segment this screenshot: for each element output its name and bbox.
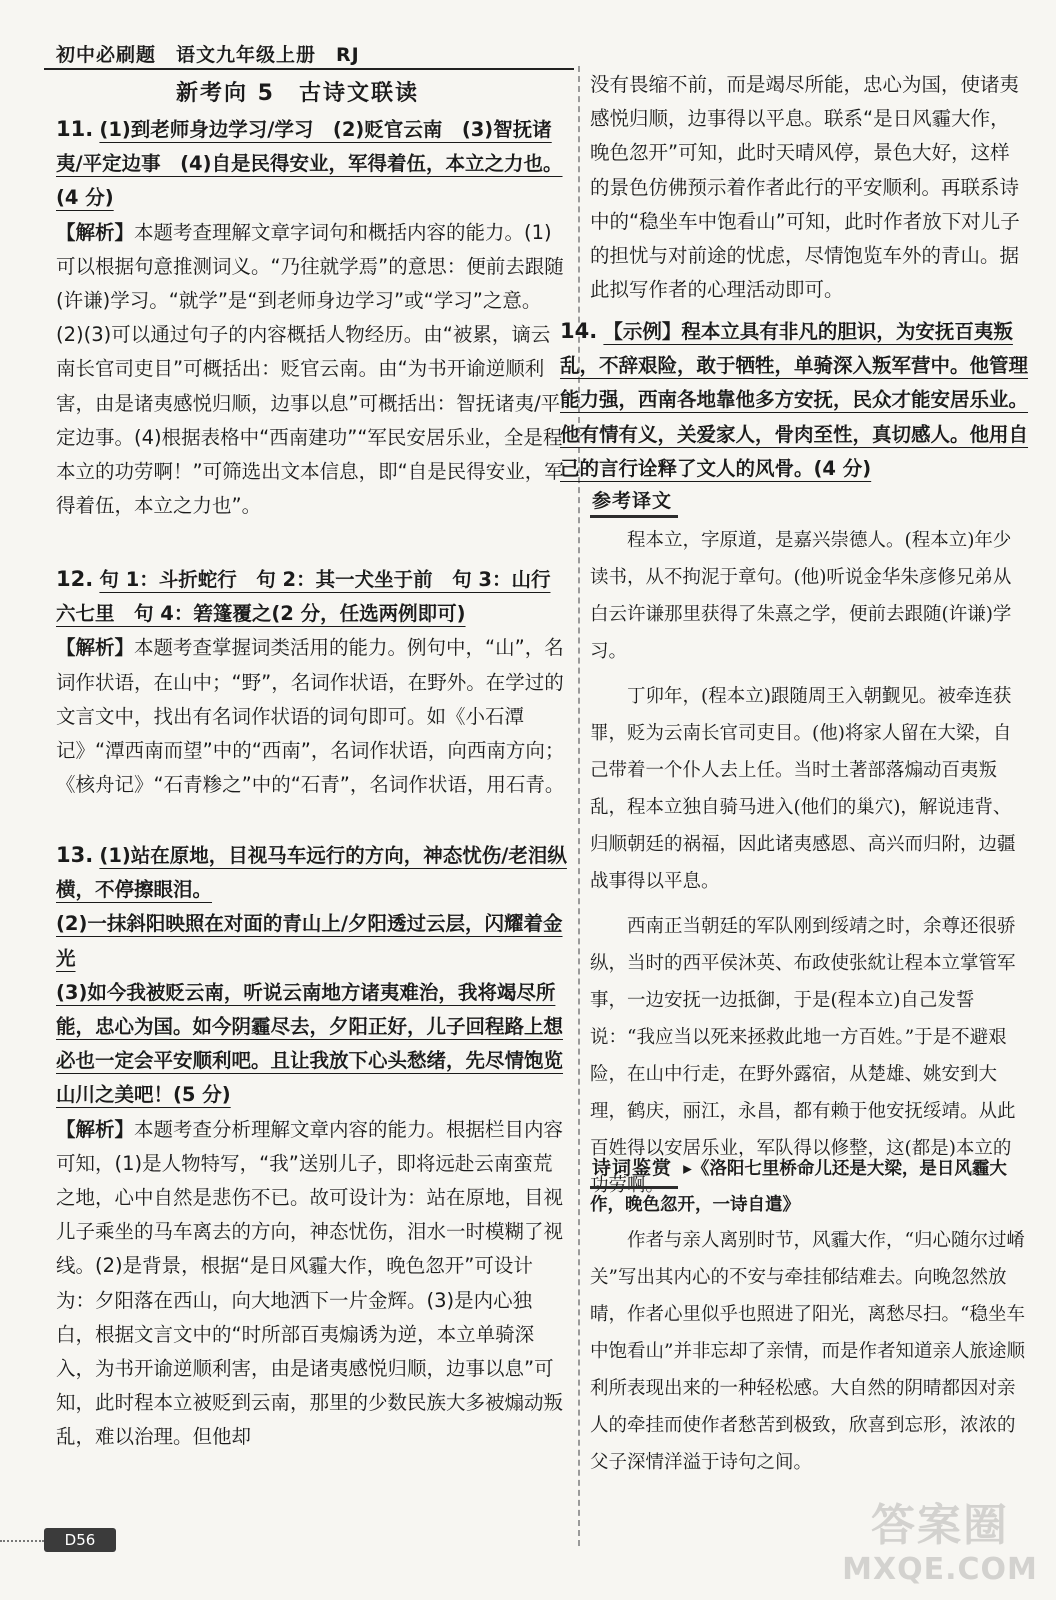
q13-analysis-continued: 没有畏缩不前，而是竭尽所能，忠心为国，使诸夷感悦归顺，边事得以平息。联系“是日风霾大作，晚色忽开”可知，此时天晴风停，景色大好，这样的景色仿佛预示着作者此行的平安顺利。再联系诗中的“稳坐车中饱看山”可知，此时作者放下对儿子的担忧与对前途的忧虑，尽情饱览车外的青山。据此拟写作者的心理活动即可。 (590, 73, 1020, 302)
q13-answer-2: (2)一抹斜阳映照在对面的青山上/夕阳透过云层，闪耀着金光 (56, 912, 563, 970)
poem-label: 诗词鉴赏 (590, 1152, 678, 1189)
q13-analysis-tag: 【解析】 (56, 1117, 135, 1141)
translation-paragraph-1: 程本立，字原道，是嘉兴崇德人。(程本立)年少读书，从不拘泥于章句。(他)听说金华朱彦修兄弟从白云许谦那里获得了朱熹之学，便前去跟随(许谦)学习。 (590, 530, 1012, 662)
poem-appreciation (590, 1222, 1028, 1481)
q13-analysis: 本题考查分析理解文章内容的能力。根据栏目内容可知，(1)是人物特写，“我”送别儿子，即将远赴云南蛮荒之地，心中自然是悲伤不已。故可设计为：站在原地，目视儿子乘坐的马车离去的方向，神态忧伤，泪水一时模糊了视线。(2)是背景，根据“是日风霾大作，晚色忽开”可设计为：夕阳落在西山，向大地洒下一片金辉。(3)是内心独白，根据文言文中的“时所部百夷煽诱为逆，本立单骑深入，为书开谕逆顺利害，由是诸夷感悦归顺，边事以息”可知，此时程本立被贬到云南，那里的少数民族大多被煽动叛乱，难以治理。但他却 (56, 1117, 564, 1449)
translation-paragraph-2: 丁卯年，(程本立)跟随周王入朝觐见。被牵连获罪，贬为云南长官司吏目。(他)将家人留在大梁，自己带着一个仆人去上任。当时土著部落煽动百夷叛乱，程本立独自骑马进入(他们的巢穴)，解说违背、归顺朝廷的祸福，因此诸夷感恩、高兴而归附，边疆战事得以平息。 (590, 686, 1016, 892)
q14-number: 14. (560, 319, 598, 343)
question-11 (56, 112, 568, 523)
book-header: 初中必刷题 语文九年级上册 RJ (56, 44, 360, 66)
translation-label-text: 参考译文 (590, 486, 678, 518)
q13-answer-3: (3)如今我被贬云南，听说云南地方诸夷难治，我将竭尽所能，忠心为国。如今阴霾尽去，夕阳正好，儿子回程路上想必也一定会平安顺利吧。且让我放下心头愁绪，先尽情饱览山川之美吧！(5 分) (56, 980, 564, 1107)
header-rule (44, 68, 574, 70)
watermark-line-2: MXQE.COM (842, 1552, 1038, 1587)
page-number: D56 (44, 1528, 116, 1552)
column-divider (578, 66, 580, 1546)
poem-appreciation-text: 作者与亲人离别时节，风霾大作，“归心随尔过崤关”写出其内心的不安与牵挂郁结难去。向晚忽然放晴，作者心里似乎也照进了阳光，离愁尽扫。“稳坐车中饱看山”并非忘却了亲情，而是作者知道亲人旅途顺利所表现出来的一种轻松感。大自然的阴晴都因对亲人的牵挂而使作者愁苦到极致，欣喜到忘形，浓浓的父子深情洋溢于诗句之间。 (590, 1230, 1025, 1473)
question-14 (560, 314, 1028, 486)
q11-answer: (1)到老师身边学习/学习 (2)贬官云南 (3)智抚诸夷/平定边事 (4)自是民得安业，军得着伍，本立之力也。(4 分) (56, 118, 563, 210)
question-13-continued (590, 68, 1028, 307)
question-12 (56, 562, 568, 802)
q11-number: 11. (56, 117, 94, 141)
q12-answer: 句 1：斗折蛇行 句 2：其一犬坐于前 句 3：山行六七里 句 4：箬篷覆之(2 分，任选两例即可) (56, 568, 551, 626)
q13-answer-1: (1)站在原地，目视马车远行的方向，神态忧伤/老泪纵横，不停擦眼泪。 (56, 844, 567, 902)
poem-arrow-icon: ▸ (683, 1159, 692, 1179)
translation-label (590, 486, 678, 518)
q13-number: 13. (56, 843, 94, 867)
q11-analysis-tag: 【解析】 (56, 220, 135, 244)
q11-analysis: 本题考查理解文章字词句和概括内容的能力。(1)可以根据句意推测词义。“乃往就学焉”的意思：便前去跟随(许谦)学习。“就学”是“到老师身边学习”或“学习”之意。(2)(3)可以通过句子的内容概括人物经历。由“被累，谪云南长官司吏目”可概括出：贬官云南。由“为书开谕逆顺利害，由是诸夷感悦归顺，边事以息”可概括出：智抚诸夷/平定边事。(4)根据表格中“西南建功”“军民安居乐业，全是程本立的功劳啊！”可筛选出文本信息，即“自是民得安业，军得着伍，本立之力也”。 (56, 220, 564, 518)
poem-title: 《洛阳七里桥命儿还是大梁，是日风霾大作，晚色忽开，一诗自遣》 (590, 1159, 1007, 1215)
section-title: 新考向 5 古诗文联读 (176, 81, 419, 106)
question-13 (56, 838, 568, 1455)
footer-dotted-rule (0, 1540, 44, 1542)
q14-answer: 【示例】程本立具有非凡的胆识，为安抚百夷叛乱，不辞艰险，敢于牺牲，单骑深入叛军营中。他管理能力强，西南各地靠他多方安抚，民众才能安居乐业。他有情有义，关爱家人，骨肉至性，真切感人。他用自己的言行诠释了文人的风骨。(4 分) (560, 320, 1029, 480)
watermark-logo (840, 1500, 1040, 1600)
translation-paragraph-3: 西南正当朝廷的军队刚到绥靖之时，余尊还很骄纵，当时的西平侯沐英、布政使张紞让程本立掌管军事，一边安抚一边抵御，于是(程本立)自己发誓说：“我应当以死来拯救此地一方百姓。”于是不避艰险，在山中行走，在野外露宿，从楚雄、姚安到大理，鹤庆，丽江，永昌，都有赖于他安抚绥靖。从此百姓得以安居乐业，军队得以修整，这(都是)本立的功劳啊。 (590, 916, 1016, 1196)
translation-body (590, 522, 1028, 1204)
q12-analysis-tag: 【解析】 (56, 636, 135, 660)
watermark-line-1: 答案圈 (871, 1500, 1009, 1551)
q12-number: 12. (56, 567, 94, 591)
poem-heading (590, 1152, 1034, 1221)
q12-analysis: 本题考查掌握词类活用的能力。例句中，“山”，名词作状语，在山中；“野”，名词作状语，在野外。在学过的文言文中，找出有名词作状语的词句即可。如《小石潭记》“潭西南而望”中的“西南”，名词作状语，向西南方向；《核舟记》“石青糁之”中的“石青”，名词作状语，用石青。 (56, 636, 565, 797)
